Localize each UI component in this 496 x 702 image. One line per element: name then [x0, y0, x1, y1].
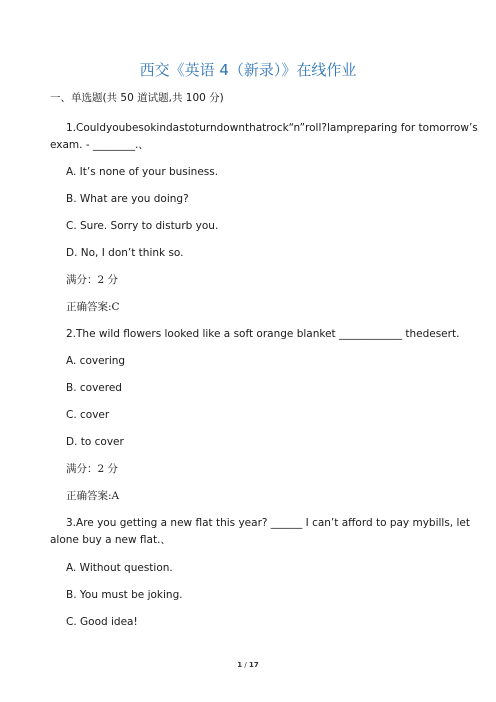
question-1-text-cont: exam. - ________.、: [50, 139, 149, 151]
question-2-option-a: A. covering: [66, 355, 126, 367]
question-2-text: 2.The wild flowers looked like a soft orange blanket ____________ thedesert.: [66, 328, 460, 340]
question-3-option-a: A. Without question.: [66, 562, 173, 574]
question-3-option-c: C. Good idea!: [66, 616, 138, 628]
question-3-text-cont: alone buy a new flat.、: [50, 534, 171, 546]
page-current: 1: [237, 661, 243, 669]
question-1-score: 满分：2 分: [66, 274, 119, 286]
question-1-text: 1.Couldyoubesokindastoturndownthatrock“n”roll?lampreparing for tomorrow’s: [66, 122, 478, 134]
question-1-option-c: C. Sure. Sorry to disturb you.: [66, 220, 219, 232]
question-3-option-b: B. You must be joking.: [66, 589, 183, 601]
question-1-option-a: A. It’s none of your business.: [66, 166, 219, 178]
question-2-option-c: C. cover: [66, 409, 110, 421]
question-2-option-b: B. covered: [66, 382, 122, 394]
question-2-answer: 正确答案:A: [66, 490, 120, 502]
question-2-score: 满分：2 分: [66, 463, 119, 475]
page-number: [0, 661, 496, 669]
document-title: 西交《英语 4（新录）》在线作业: [139, 61, 357, 79]
question-1-option-b: B. What are you doing?: [66, 193, 189, 205]
question-2-option-d: D. to cover: [66, 436, 124, 448]
page-separator: /: [244, 661, 247, 669]
question-1-answer: 正确答案:C: [66, 301, 120, 313]
question-1-option-d: D. No, I don’t think so.: [66, 247, 184, 259]
page-total: 17: [248, 661, 259, 669]
section-heading: 一、单选题(共 50 道试题,共 100 分): [50, 92, 224, 104]
question-3-text: 3.Are you getting a new flat this year? ______ I can’t afford to pay mybills, let: [66, 517, 470, 529]
